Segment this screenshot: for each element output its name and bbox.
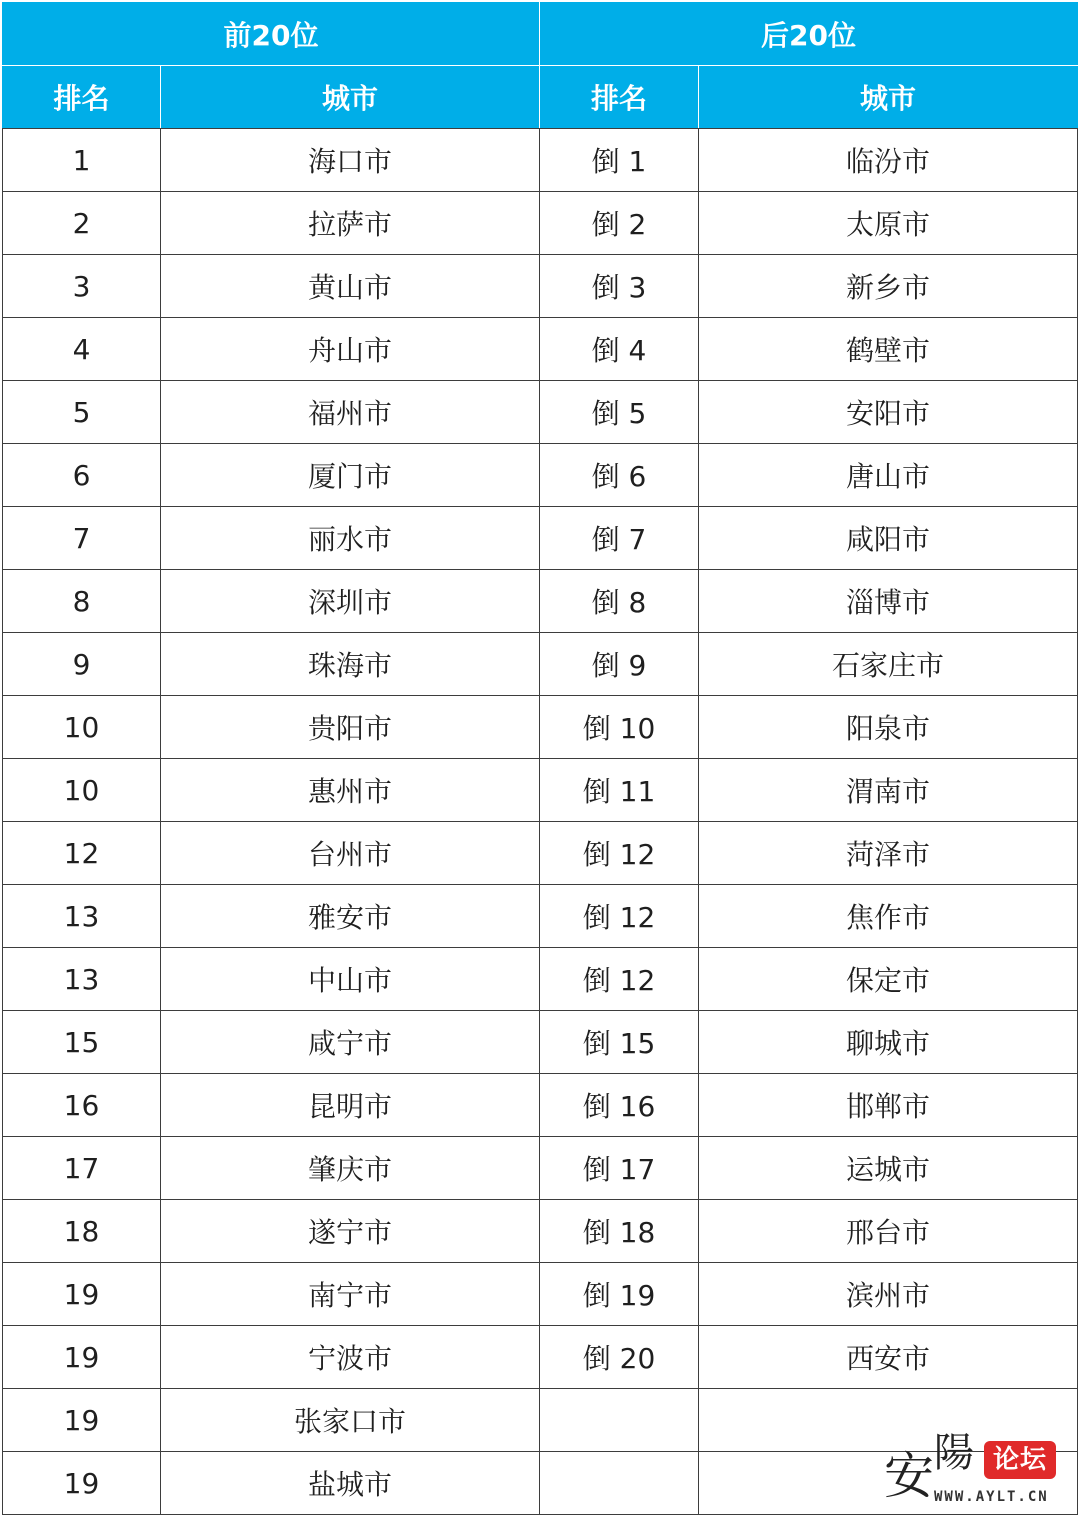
bottom-rank-cell: 倒 16: [540, 1074, 699, 1137]
bottom-rank-cell: 倒 7: [540, 507, 699, 570]
rank-cell: 19: [3, 1263, 161, 1326]
bottom-city-cell: 聊城市: [699, 1011, 1078, 1074]
table-row: [3, 570, 1078, 633]
rank-cell: 1: [3, 129, 161, 192]
rank-cell: 12: [3, 822, 161, 885]
group-header-bottom: 后20位: [540, 3, 1078, 66]
bottom-rank-cell: 倒 10: [540, 696, 699, 759]
rank-cell: 15: [3, 1011, 161, 1074]
bottom-city-cell: 安阳市: [699, 381, 1078, 444]
rank-cell: 19: [3, 1326, 161, 1389]
table-row: [3, 885, 1078, 948]
table-row: [3, 1074, 1078, 1137]
bottom-rank-cell: 倒 8: [540, 570, 699, 633]
bottom-rank-cell: 倒 3: [540, 255, 699, 318]
rank-cell: 19: [3, 1389, 161, 1452]
bottom-rank-cell: 倒 2: [540, 192, 699, 255]
city-cell: 台州市: [161, 822, 540, 885]
bottom-city-cell: 保定市: [699, 948, 1078, 1011]
group-header-top: 前20位: [3, 3, 540, 66]
rank-cell: 7: [3, 507, 161, 570]
bottom-rank-cell: [540, 1389, 699, 1452]
rank-cell: 4: [3, 318, 161, 381]
rank-cell: 5: [3, 381, 161, 444]
table-row: [3, 381, 1078, 444]
bottom-city-cell: 石家庄市: [699, 633, 1078, 696]
bottom-rank-cell: 倒 1: [540, 129, 699, 192]
bottom-city-cell: 鹤壁市: [699, 318, 1078, 381]
table-body: [3, 129, 1078, 1515]
rank-cell: 19: [3, 1452, 161, 1515]
column-header-rank: 排名: [3, 66, 161, 129]
table-row: [3, 948, 1078, 1011]
rank-cell: 6: [3, 444, 161, 507]
bottom-city-cell: 滨州市: [699, 1263, 1078, 1326]
bottom-rank-cell: 倒 15: [540, 1011, 699, 1074]
city-cell: 贵阳市: [161, 696, 540, 759]
city-cell: 南宁市: [161, 1263, 540, 1326]
city-cell: 福州市: [161, 381, 540, 444]
bottom-city-cell: 渭南市: [699, 759, 1078, 822]
forum-watermark: [884, 1430, 1072, 1513]
city-cell: 咸宁市: [161, 1011, 540, 1074]
bottom-city-cell: 太原市: [699, 192, 1078, 255]
bottom-city-cell: 淄博市: [699, 570, 1078, 633]
rank-cell: 18: [3, 1200, 161, 1263]
table-row: [3, 1137, 1078, 1200]
table-row: [3, 1011, 1078, 1074]
rank-cell: 10: [3, 759, 161, 822]
city-cell: 张家口市: [161, 1389, 540, 1452]
rank-cell: 9: [3, 633, 161, 696]
city-cell: 遂宁市: [161, 1200, 540, 1263]
rank-cell: 2: [3, 192, 161, 255]
bottom-rank-cell: 倒 12: [540, 885, 699, 948]
bottom-rank-cell: 倒 11: [540, 759, 699, 822]
group-header-row: [3, 3, 1078, 66]
city-cell: 丽水市: [161, 507, 540, 570]
bottom-rank-cell: 倒 18: [540, 1200, 699, 1263]
bottom-city-cell: 咸阳市: [699, 507, 1078, 570]
rank-cell: 10: [3, 696, 161, 759]
watermark-badge: 论坛: [984, 1441, 1056, 1479]
table-row: [3, 759, 1078, 822]
city-cell: 雅安市: [161, 885, 540, 948]
city-cell: 盐城市: [161, 1452, 540, 1515]
rank-cell: 16: [3, 1074, 161, 1137]
bottom-rank-cell: 倒 17: [540, 1137, 699, 1200]
bottom-city-cell: 邢台市: [699, 1200, 1078, 1263]
table-row: [3, 192, 1078, 255]
table-row: [3, 696, 1078, 759]
ranking-table: [2, 2, 1078, 1515]
bottom-city-cell: 新乡市: [699, 255, 1078, 318]
city-cell: 深圳市: [161, 570, 540, 633]
bottom-rank-cell: 倒 6: [540, 444, 699, 507]
bottom-city-cell: 邯郸市: [699, 1074, 1078, 1137]
bottom-city-cell: 菏泽市: [699, 822, 1078, 885]
watermark-char-yang: 陽: [934, 1430, 974, 1476]
city-cell: 黄山市: [161, 255, 540, 318]
table-row: [3, 318, 1078, 381]
table-row: [3, 507, 1078, 570]
table-row: [3, 129, 1078, 192]
rank-cell: 13: [3, 885, 161, 948]
bottom-city-cell: 阳泉市: [699, 696, 1078, 759]
bottom-rank-cell: 倒 4: [540, 318, 699, 381]
table-row: [3, 1326, 1078, 1389]
column-header-city-bottom: 城市: [699, 66, 1078, 129]
table-row: [3, 633, 1078, 696]
city-cell: 珠海市: [161, 633, 540, 696]
column-header-rank-bottom: 排名: [540, 66, 699, 129]
bottom-city-cell: 西安市: [699, 1326, 1078, 1389]
city-cell: 厦门市: [161, 444, 540, 507]
city-cell: 宁波市: [161, 1326, 540, 1389]
rank-cell: 8: [3, 570, 161, 633]
table-row: [3, 255, 1078, 318]
city-cell: 舟山市: [161, 318, 540, 381]
bottom-city-cell: 临汾市: [699, 129, 1078, 192]
city-cell: 惠州市: [161, 759, 540, 822]
bottom-rank-cell: 倒 9: [540, 633, 699, 696]
bottom-city-cell: 焦作市: [699, 885, 1078, 948]
bottom-city-cell: 唐山市: [699, 444, 1078, 507]
bottom-rank-cell: 倒 19: [540, 1263, 699, 1326]
city-cell: 拉萨市: [161, 192, 540, 255]
bottom-city-cell: 运城市: [699, 1137, 1078, 1200]
watermark-url: WWW.AYLT.CN: [934, 1489, 1049, 1505]
bottom-rank-cell: 倒 12: [540, 822, 699, 885]
column-header-city: 城市: [161, 66, 540, 129]
bottom-rank-cell: 倒 5: [540, 381, 699, 444]
city-cell: 中山市: [161, 948, 540, 1011]
bottom-rank-cell: 倒 20: [540, 1326, 699, 1389]
table-row: [3, 822, 1078, 885]
table-row: [3, 444, 1078, 507]
watermark-char-an: 安: [884, 1447, 934, 1505]
city-cell: 海口市: [161, 129, 540, 192]
table-row: [3, 1200, 1078, 1263]
table-row: [3, 1263, 1078, 1326]
city-cell: 肇庆市: [161, 1137, 540, 1200]
rank-cell: 13: [3, 948, 161, 1011]
bottom-rank-cell: 倒 12: [540, 948, 699, 1011]
rank-cell: 3: [3, 255, 161, 318]
city-cell: 昆明市: [161, 1074, 540, 1137]
bottom-rank-cell: [540, 1452, 699, 1515]
rank-cell: 17: [3, 1137, 161, 1200]
column-header-row: [3, 66, 1078, 129]
